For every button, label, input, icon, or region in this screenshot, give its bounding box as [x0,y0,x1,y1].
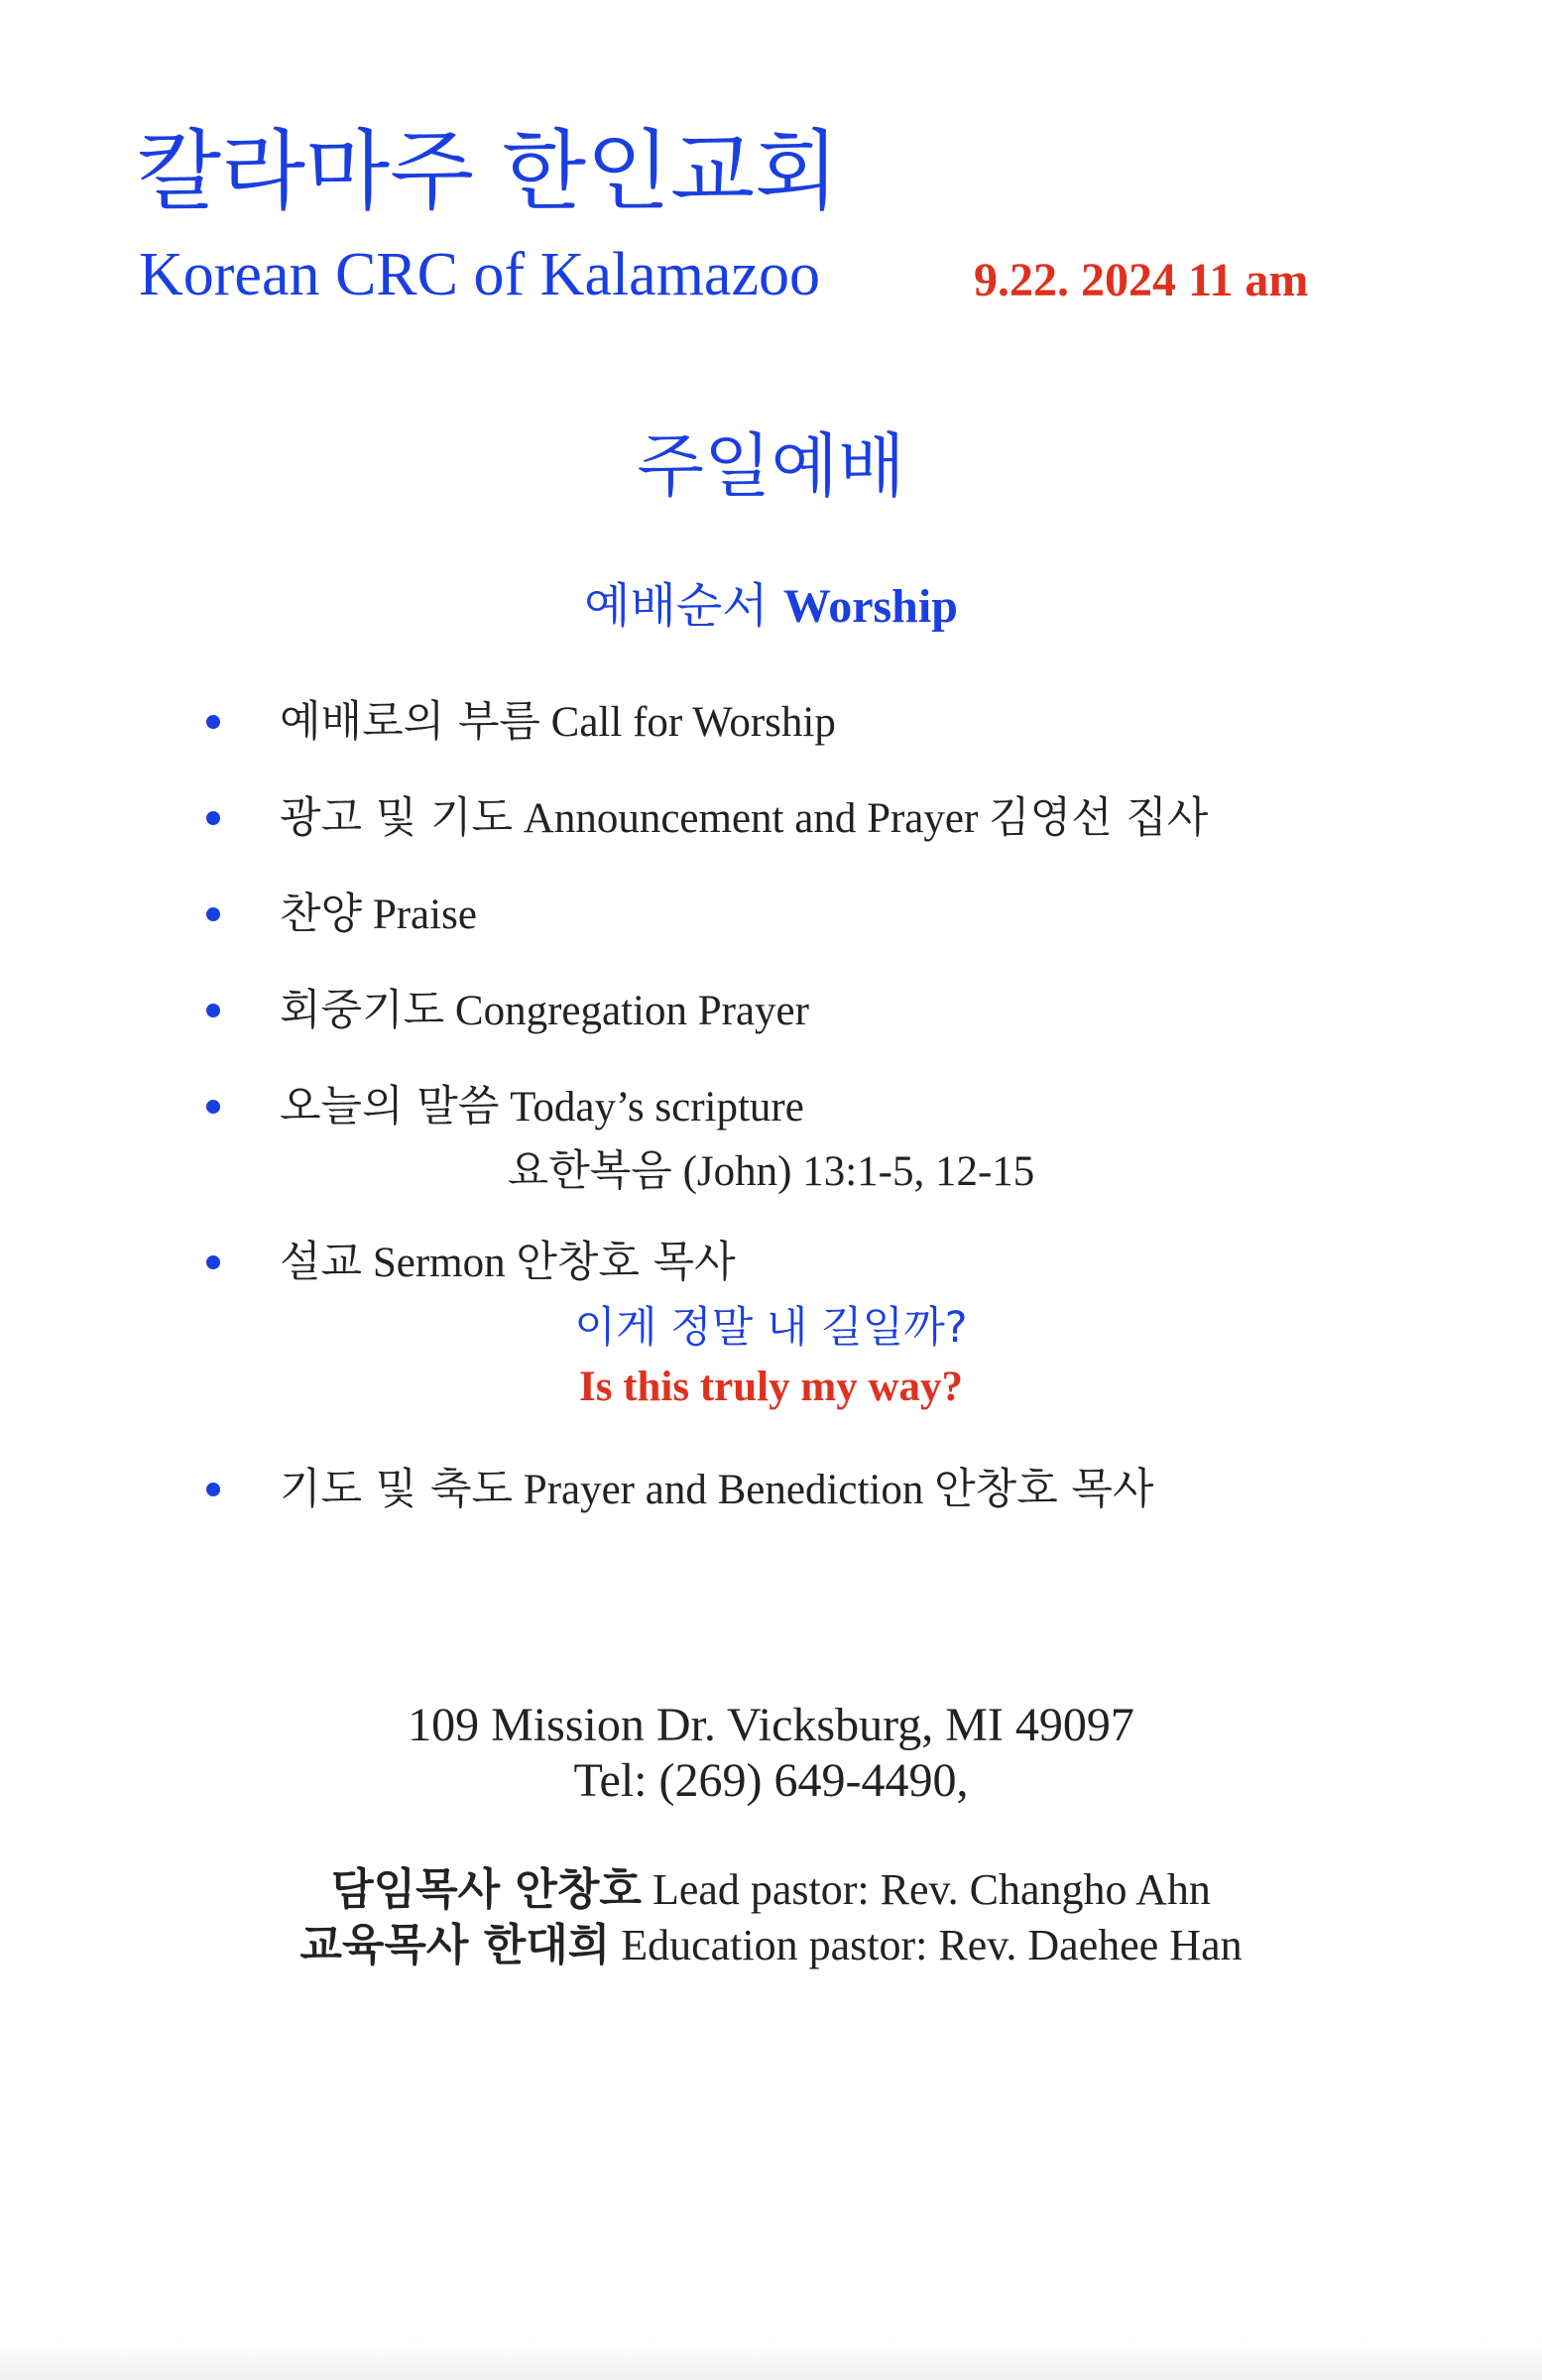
scripture-reference [0,1143,1542,1200]
lead-pastor-ko: 담임목사 안창호 [331,1864,642,1915]
item-label-en: Sermon [362,1240,517,1286]
item-person: 안창호 목사 [934,1465,1154,1514]
service-title: 주일예배 [637,425,905,507]
lead-pastor [0,1862,1542,1918]
item-label-ko: 찬양 [280,890,363,939]
list-item-text [280,887,477,943]
item-person: 김영선 집사 [989,793,1209,843]
sermon-title-korean: 이게 정말 내 길일까? [574,1303,968,1353]
bullet-icon [206,715,220,729]
list-item-text [280,1235,736,1291]
order-heading-korean: 예배순서 [584,578,769,634]
item-label-en: Announcement and Prayer [513,795,990,842]
bullet-icon [206,1483,220,1496]
item-label-en: Today’s scripture [499,1084,804,1130]
item-label-en: Praise [362,892,477,938]
item-label-en: Call for Worship [539,699,836,746]
church-name-korean: 칼라마주 한인교회 [137,120,840,222]
education-pastor [0,1918,1542,1973]
item-label-ko: 오늘의 말씀 [280,1082,500,1131]
list-item-text [280,790,1208,847]
item-label-en: Congregation Prayer [444,988,809,1034]
item-label-en: Prayer and Benediction [513,1467,935,1513]
item-person: 안창호 목사 [516,1238,736,1287]
bullet-icon [206,1100,220,1114]
item-label-ko: 회중기도 [280,986,445,1035]
list-item-text [280,694,836,751]
item-label-ko: 설교 [280,1238,363,1287]
bullet-icon [206,811,220,825]
church-phone: Tel: (269) 649-4490, [573,1754,969,1807]
list-item-text [280,983,809,1039]
scripture-verses: (John) 13:1-5, 12-15 [671,1148,1035,1195]
list-item-text [280,1462,1153,1518]
item-label-ko: 예배로의 부름 [280,697,540,747]
list-item-text [280,1079,804,1135]
scripture-book-ko: 요한복음 [507,1146,672,1196]
bullet-icon [206,907,220,921]
church-name-english: Korean CRC of Kalamazoo [139,241,820,308]
education-pastor-ko: 교육목사 한대희 [299,1920,611,1970]
item-label-ko: 광고 및 기도 [280,793,514,843]
service-date: 9.22. 2024 11 am [974,254,1309,306]
order-of-worship-heading [0,575,1542,638]
item-label-ko: 기도 및 축도 [280,1465,514,1514]
church-address: 109 Mission Dr. Vicksburg, MI 49097 [408,1699,1134,1751]
page-bottom-edge [0,2340,1542,2380]
bullet-icon [206,1255,220,1269]
education-pastor-en: Education pastor: Rev. Daehee Han [610,1921,1243,1969]
bullet-icon [206,1004,220,1017]
sermon-title-english: Is this truly my way? [578,1364,964,1410]
lead-pastor-en: Lead pastor: Rev. Changho Ahn [641,1865,1211,1914]
order-heading-english: Worship [782,580,958,633]
